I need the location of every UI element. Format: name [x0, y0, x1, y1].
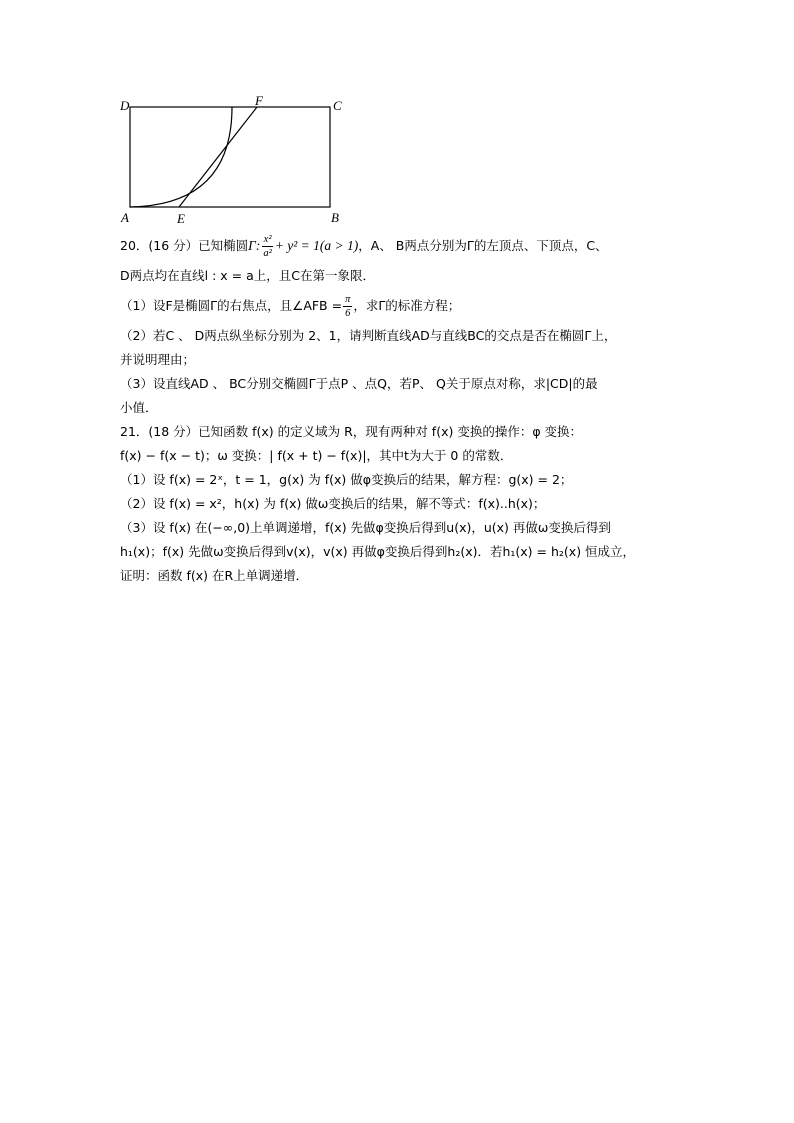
q20-part1-numerator: π	[345, 293, 351, 305]
q20-part3-line1: （3）设直线AD 、 BC分别交椭圆Γ于点P 、点Q，若P、 Q关于原点对称，求|CD|的最	[120, 376, 598, 391]
q20-line2: D两点均在直线l : x = a上，且C在第一象限．	[120, 268, 375, 283]
q20-head-prefix: 20．(16 分）已知椭圆	[120, 238, 249, 253]
q21-line2: f(x) − f(x − t)；ω 变换：| f(x + t) − f(x)|，其中t为大于 0 的常数．	[120, 448, 513, 463]
q20-ellipse-fraction	[261, 233, 273, 260]
problem-text	[120, 228, 685, 588]
q20-heading	[120, 228, 685, 264]
label-e: E	[177, 211, 185, 226]
segment-ef	[179, 107, 257, 207]
q20-part3-line2: 小值．	[120, 400, 158, 415]
rectangle-abcd	[130, 107, 330, 207]
label-b: B	[331, 210, 339, 225]
figure-svg	[112, 92, 352, 230]
geometry-figure	[112, 92, 352, 230]
label-a: A	[121, 210, 129, 225]
ellipse-arc	[130, 107, 232, 207]
label-f: F	[255, 93, 263, 108]
q21-part1: （1）设 f(x) = 2ˣ，t = 1，g(x) 为 f(x) 做φ变换后的结果，解方程：g(x) = 2；	[120, 472, 573, 487]
q21-line1: 21．(18 分）已知函数 f(x) 的定义域为 R，现有两种对 f(x) 变换的操作：φ 变换：	[120, 424, 583, 439]
q21-part2: （2）设 f(x) = x²，h(x) 为 f(x) 做ω变换后的结果，解不等式：f(x)..h(x)；	[120, 496, 546, 511]
label-d: D	[120, 98, 130, 113]
q20-part1-fraction	[343, 293, 352, 320]
q20-fraction-numerator: x²	[263, 233, 272, 245]
q20-head-suffix: ，A、 B两点分别为Γ的左顶点、下顶点，C、	[358, 238, 608, 253]
label-c: C	[333, 98, 342, 113]
q20-ellipse-prefix: Γ:	[248, 238, 261, 253]
q21-part3-line2: h₁(x)；f(x) 先做ω变换后得到v(x)，v(x) 再做φ变换后得到h₂(x)．若h₁(x) = h₂(x) 恒成立，	[120, 544, 636, 559]
q20-part1-prefix: （1）设F是椭圆Γ的右焦点，且∠AFB =	[120, 298, 343, 313]
q20-part1-suffix: ，求Γ的标准方程；	[353, 298, 461, 313]
q21-part3-line3: 证明：函数 f(x) 在R上单调递增．	[120, 568, 309, 583]
q20-part2-line1: （2）若C 、 D两点纵坐标分别为 2、1，请判断直线AD与直线BC的交点是否在椭圆Γ上，	[120, 328, 617, 343]
q20-part1-denominator: 6	[345, 307, 351, 319]
q20-part2-line2: 并说明理由；	[120, 352, 196, 367]
q21-part3-line1: （3）设 f(x) 在(−∞,0)上单调递增，f(x) 先做φ变换后得到u(x)，u(x) 再做ω变换后得到	[120, 520, 611, 535]
q20-fraction-denominator: a²	[263, 247, 272, 259]
q20-ellipse-rest: + y² = 1(a > 1)	[274, 238, 359, 253]
q20-part1	[120, 288, 685, 324]
